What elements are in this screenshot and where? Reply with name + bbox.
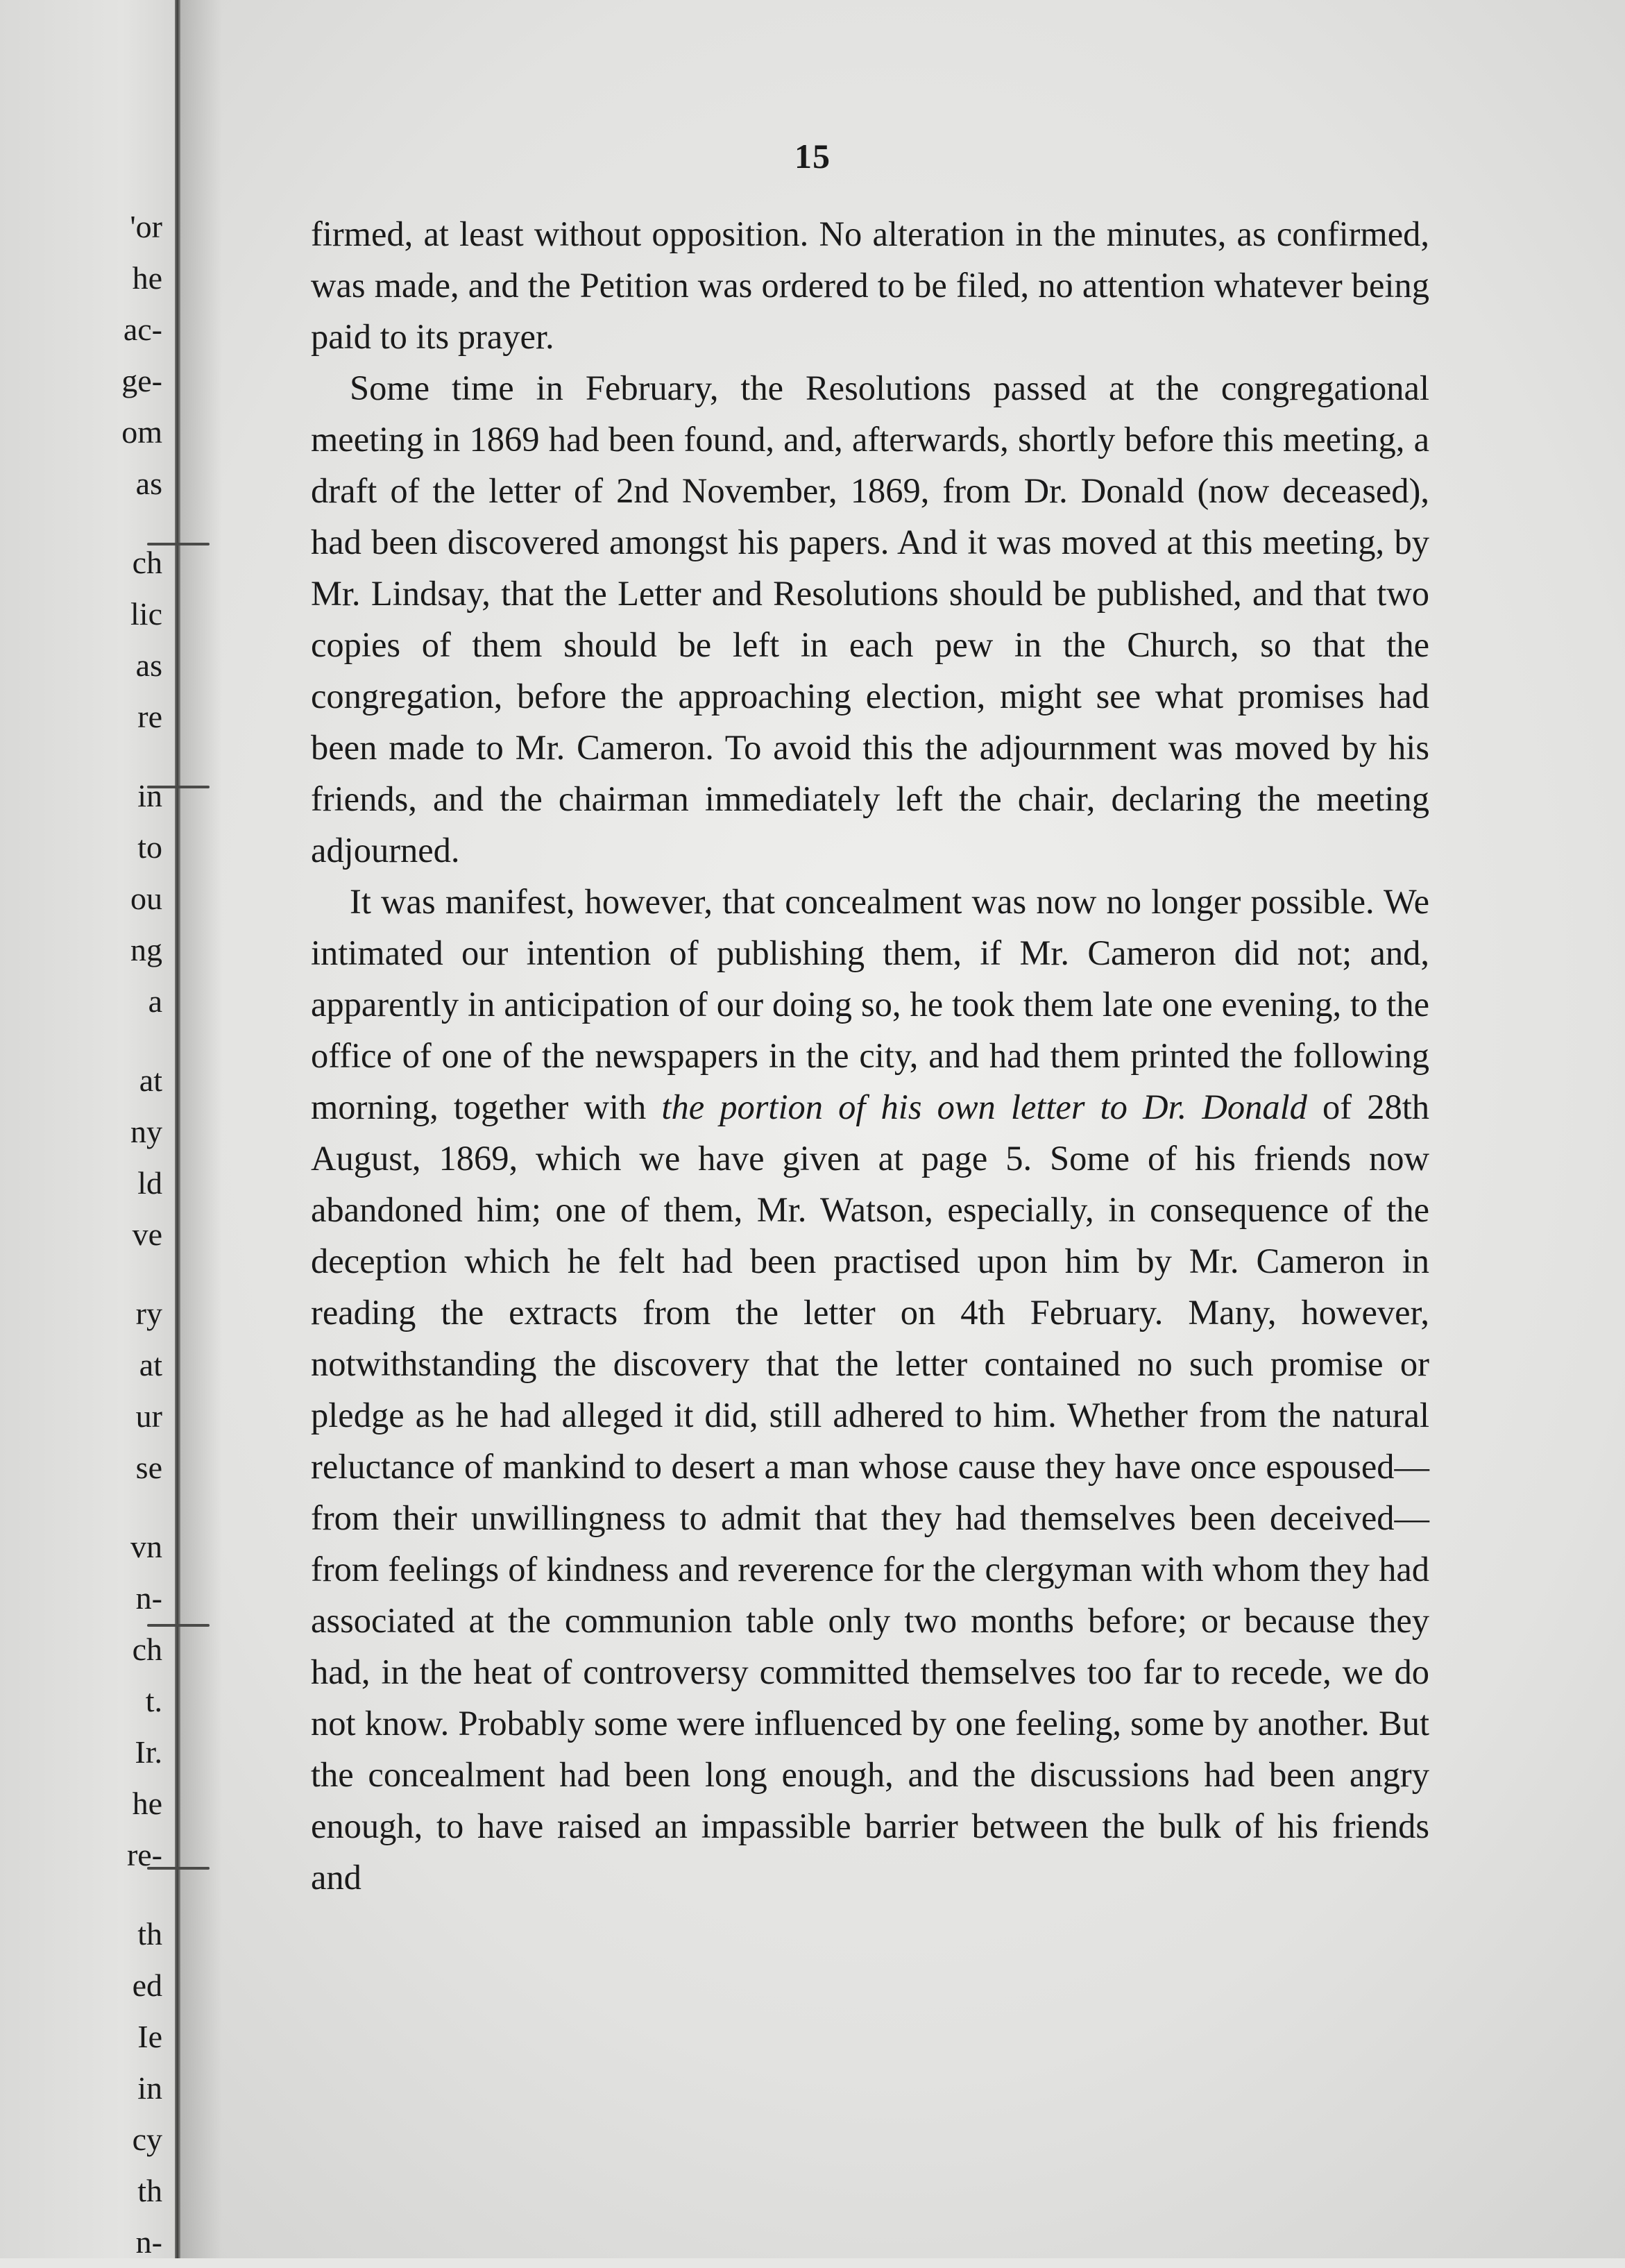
facing-page-fragment: n- (135, 2224, 162, 2260)
facing-page-fragment: ch (132, 545, 162, 580)
text-run: firmed, at least without opposition. No alteration in the minutes, as confirmed, was made, and the Petition was ordered to be filed, no attention whatever being paid to its prayer. (311, 214, 1429, 356)
facing-page-fragment: ve (132, 1217, 162, 1252)
facing-page-fragment (0, 1493, 167, 1521)
text-run: of 28th August, 1869, which we have given at page 5. Some of his friends now abandoned him; one of them, Mr. Watson, especially, in consequence of the deception which he felt had been practised upon him by Mr. Cameron in reading the extracts from the letter on 4th February. Many, however, notwithstanding the discovery that the letter contained no such promise or pledge as he had alleged it did, still adhered to him. Whether from the natural reluctance of mankind to desert a man whose cause they have once espoused—from their unwillingness to admit that they had themselves been deceived—from feelings of kindness and reverence for the clergyman with whom they had associated at the communion table only two months before; or because they had, in the heat of controversy committed themselves too far to recede, we do not know. Probably some were influenced by one feeling, some by another. But the concealment had been long enough, and the discussions had been angry enough, to have raised an impassible barrier between the bulk of his friends and (311, 1088, 1429, 1897)
facing-page-fragment: Ir. (135, 1734, 162, 1770)
facing-page-fragment: re- (126, 1837, 162, 1872)
paragraph (311, 362, 1429, 876)
facing-page-fragment: in (137, 2070, 162, 2106)
facing-page-text-fragments (0, 201, 167, 2268)
facing-page-fragment: ou (130, 881, 162, 916)
facing-page-fragment: ac- (123, 312, 162, 347)
facing-page-fragment: th (137, 1916, 162, 1952)
facing-page-fragment: n- (135, 1580, 162, 1616)
facing-page-fragment: lic (130, 596, 162, 632)
paragraph (311, 876, 1429, 1903)
facing-page-fragment (0, 1260, 167, 1288)
facing-page-fragment: ld (137, 1165, 162, 1201)
facing-page-fragment: re (137, 699, 162, 734)
page-gutter-fold (175, 0, 180, 2258)
text-run: Some time in February, the Resolutions passed at the congregational meeting in 1869 had been found, and, afterwards, shortly before this meeting, a draft of the letter of 2nd November, 1869, from Dr. Donald (now deceased), had been discovered amongst his papers. And it was moved at this meeting, by Mr. Lindsay, that the Letter and Resolutions should be published, and that two copies of them should be left in each pew in the Church, so that the congregation, before the approaching election, might see what promises had been made to Mr. Cameron. To avoid this the adjournment was moved by his friends, and the chairman immediately left the chair, declaring the meeting adjourned. (311, 369, 1429, 870)
facing-page-fragment: ry (135, 1296, 162, 1331)
facing-page-fragment (0, 509, 167, 537)
paragraph (311, 208, 1429, 362)
facing-page-fragment: as (135, 648, 162, 683)
facing-page-fragment: ng (130, 932, 162, 967)
facing-page-fragment: as (135, 466, 162, 501)
facing-page-fragment: 'or (130, 209, 162, 244)
text-run: It was manifest, however, that concealment was now no longer possible. We intimated our intention of publishing them, if Mr. Cameron did not; and, apparently in anticipation of our doing so, he took them late one evening, to the office of one of the newspapers in the city, and had them printed the following morning, together with (311, 882, 1429, 1126)
facing-page-fragment: ur (135, 1398, 162, 1434)
facing-page-fragment (0, 1881, 167, 1909)
facing-page-fragment: vn (130, 1529, 162, 1564)
facing-page-fragment: t. (145, 1683, 162, 1718)
facing-page-fragment: th (137, 2173, 162, 2208)
facing-page-fragment: se (135, 1450, 162, 1485)
facing-page-fragment: he (132, 1786, 162, 1821)
facing-page-fragment: at (139, 1063, 162, 1098)
page-number: 15 (794, 137, 831, 176)
facing-page-fragment: Ie (137, 2019, 162, 2054)
facing-page-fragment: at (139, 1347, 162, 1382)
facing-page-fragment (0, 1027, 167, 1055)
facing-page-fragment: ed (132, 1967, 162, 2003)
body-text (311, 208, 1429, 1903)
italic-text-run: the portion of his own letter to Dr. Donald (661, 1088, 1307, 1126)
facing-page-fragment (0, 743, 167, 770)
facing-page-fragment: ch (132, 1632, 162, 1667)
facing-page-fragment: he (132, 260, 162, 296)
facing-page-fragment: to (137, 829, 162, 865)
facing-page-fragment: in (137, 778, 162, 813)
facing-page-fragment: om (121, 414, 162, 450)
facing-page-fragment: cy (132, 2122, 162, 2157)
facing-page-fragment: a (148, 983, 162, 1019)
facing-page-fragment: ny (130, 1114, 162, 1149)
facing-page-fragment: ge- (121, 363, 162, 398)
gutter-shadow (180, 0, 222, 2258)
